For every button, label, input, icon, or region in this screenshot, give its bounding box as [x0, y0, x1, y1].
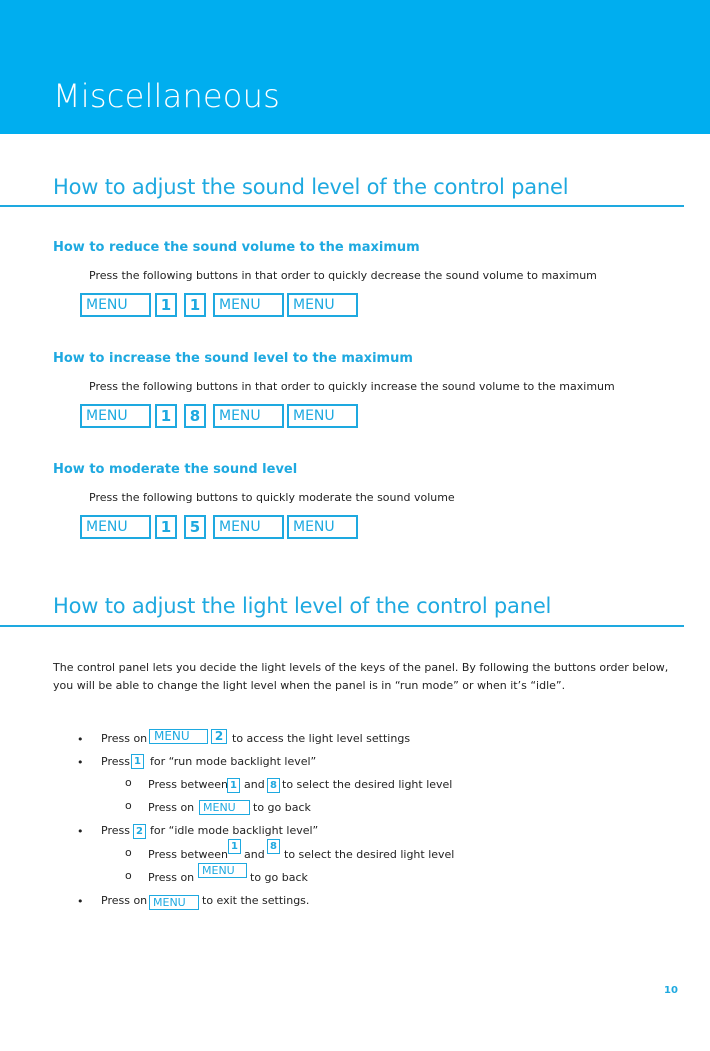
menu-key: MENU [213, 515, 284, 539]
page-title: Miscellaneous [53, 77, 280, 115]
light-section-title: How to adjust the light level of the control panel [53, 594, 552, 618]
digit-key: 5 [184, 515, 206, 539]
menu-key: MENU [213, 293, 284, 317]
reduce-instruction: Press the following buttons in that order to quickly decrease the sound volume to maximum [89, 269, 597, 282]
step-text: Press between [148, 778, 229, 791]
digit-key: 1 [155, 515, 177, 539]
digit-key: 1 [131, 754, 144, 769]
moderate-instruction: Press the following buttons to quickly moderate the sound volume [89, 491, 455, 504]
step-text: to select the desired light level [284, 848, 455, 861]
menu-key: MENU [80, 404, 151, 428]
step-text: to select the desired light level [282, 778, 453, 791]
step-text: for “idle mode backlight level” [150, 824, 319, 837]
increase-heading: How to increase the sound level to the maximum [53, 351, 413, 366]
step-text: Press on [148, 871, 195, 884]
bullet: • [77, 825, 84, 838]
step-text: to exit the settings. [202, 894, 310, 907]
bullet: • [77, 756, 84, 769]
menu-key: MENU [149, 895, 199, 910]
step-text: Press [101, 755, 130, 768]
digit-key: 2 [133, 824, 146, 839]
digit-key: 8 [267, 839, 280, 854]
menu-key: MENU [80, 515, 151, 539]
digit-key: 1 [184, 293, 206, 317]
menu-key: MENU [287, 293, 358, 317]
menu-key: MENU [287, 404, 358, 428]
digit-key: 8 [267, 778, 280, 793]
menu-key: MENU [149, 729, 208, 744]
digit-key: 2 [211, 729, 227, 744]
bullet: • [77, 733, 84, 746]
sub-bullet: o [125, 799, 132, 812]
reduce-heading: How to reduce the sound volume to the maximum [53, 240, 420, 255]
menu-key: MENU [80, 293, 151, 317]
bullet: • [77, 895, 84, 908]
sound-section-title: How to adjust the sound level of the control panel [53, 175, 569, 199]
increase-instruction: Press the following buttons in that order to quickly increase the sound volume to the maximum [89, 380, 615, 393]
step-text: to access the light level settings [232, 732, 411, 745]
step-text: Press on [101, 732, 148, 745]
section-divider [0, 205, 684, 207]
digit-key: 1 [155, 404, 177, 428]
sub-bullet: o [125, 869, 132, 882]
menu-key: MENU [287, 515, 358, 539]
section-divider [0, 625, 684, 627]
moderate-heading: How to moderate the sound level [53, 462, 298, 477]
menu-key: MENU [198, 863, 247, 878]
page-number: 10 [664, 985, 678, 996]
sub-bullet: o [125, 776, 132, 789]
step-text: Press on [101, 894, 148, 907]
step-text: Press on [148, 801, 195, 814]
header-banner [0, 0, 710, 134]
step-text: to go back [250, 871, 308, 884]
menu-key: MENU [199, 800, 250, 815]
step-text: Press [101, 824, 130, 837]
step-text: and [244, 778, 265, 791]
step-text: for “run mode backlight level” [150, 755, 317, 768]
sub-bullet: o [125, 846, 132, 859]
menu-key: MENU [213, 404, 284, 428]
light-intro-paragraph: The control panel lets you decide the light levels of the keys of the panel. By following the buttons order below, you will be able to change the light level when the panel is in “run mode” or when it’s “idle”. [53, 661, 669, 692]
step-text: to go back [253, 801, 311, 814]
digit-key: 1 [227, 778, 240, 793]
step-text: Press between [148, 848, 229, 861]
step-text: and [244, 848, 265, 861]
digit-key: 8 [184, 404, 206, 428]
digit-key: 1 [228, 839, 241, 854]
digit-key: 1 [155, 293, 177, 317]
